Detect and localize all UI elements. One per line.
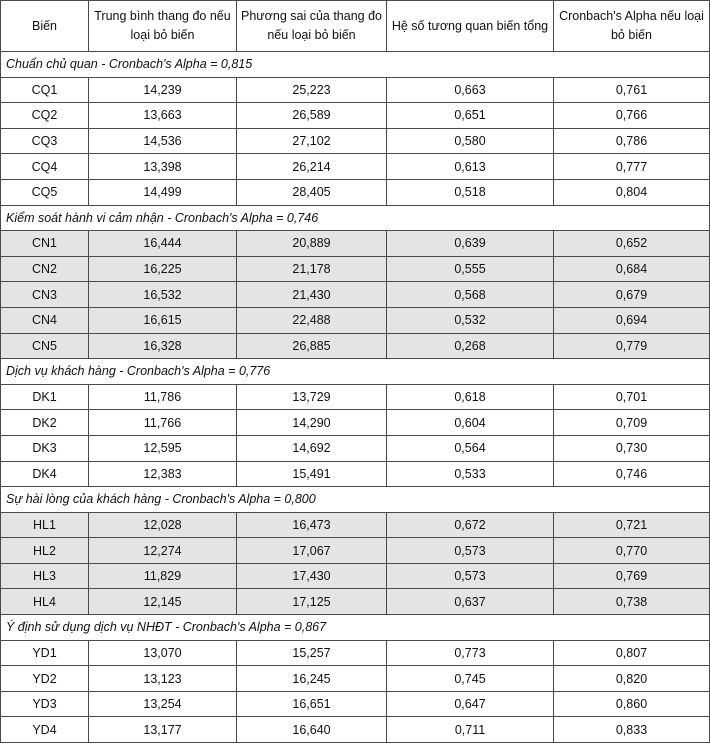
group-title: Ý định sử dụng dịch vụ NHĐT - Cronbach's Alpha = 0,867 (1, 615, 710, 641)
cell-alpha-if-deleted: 0,820 (554, 666, 710, 692)
cell-scale-variance: 16,245 (237, 666, 387, 692)
cell-variable: CQ3 (1, 128, 89, 154)
cell-scale-mean: 11,786 (89, 384, 237, 410)
table-body (1, 52, 710, 743)
cell-scale-variance: 17,067 (237, 538, 387, 564)
cell-alpha-if-deleted: 0,777 (554, 154, 710, 180)
cell-alpha-if-deleted: 0,761 (554, 77, 710, 103)
header-scale-mean: Trung bình thang đo nếu loại bỏ biến (89, 1, 237, 52)
cell-alpha-if-deleted: 0,786 (554, 128, 710, 154)
cell-scale-mean: 13,663 (89, 103, 237, 129)
header-item-total-correlation: Hệ số tương quan biến tổng (387, 1, 554, 52)
table-row (1, 640, 710, 666)
table-row (1, 461, 710, 487)
table-row (1, 333, 710, 359)
cell-item-total-correlation: 0,651 (387, 103, 554, 129)
cell-item-total-correlation: 0,573 (387, 563, 554, 589)
cell-variable: HL3 (1, 563, 89, 589)
cell-scale-variance: 15,491 (237, 461, 387, 487)
group-row (1, 359, 710, 385)
cell-scale-variance: 25,223 (237, 77, 387, 103)
group-row (1, 487, 710, 513)
table-row (1, 666, 710, 692)
group-row (1, 205, 710, 231)
cell-item-total-correlation: 0,555 (387, 256, 554, 282)
cell-variable: CN5 (1, 333, 89, 359)
table-row (1, 282, 710, 308)
group-title: Kiểm soát hành vi cảm nhận - Cronbach's Alpha = 0,746 (1, 205, 710, 231)
cell-scale-mean: 12,595 (89, 435, 237, 461)
cell-variable: HL4 (1, 589, 89, 615)
group-title: Dịch vụ khách hàng - Cronbach's Alpha = 0,776 (1, 359, 710, 385)
cell-scale-mean: 16,328 (89, 333, 237, 359)
cell-item-total-correlation: 0,745 (387, 666, 554, 692)
cell-variable: YD4 (1, 717, 89, 743)
cell-scale-variance: 22,488 (237, 307, 387, 333)
group-title: Sự hài lòng của khách hàng - Cronbach's Alpha = 0,800 (1, 487, 710, 513)
cell-variable: CQ1 (1, 77, 89, 103)
cell-item-total-correlation: 0,564 (387, 435, 554, 461)
cell-item-total-correlation: 0,773 (387, 640, 554, 666)
cell-scale-variance: 17,430 (237, 563, 387, 589)
table-row (1, 435, 710, 461)
cell-item-total-correlation: 0,618 (387, 384, 554, 410)
cell-alpha-if-deleted: 0,730 (554, 435, 710, 461)
cell-variable: YD2 (1, 666, 89, 692)
cell-item-total-correlation: 0,647 (387, 691, 554, 717)
cell-alpha-if-deleted: 0,746 (554, 461, 710, 487)
cell-item-total-correlation: 0,663 (387, 77, 554, 103)
cell-variable: CQ2 (1, 103, 89, 129)
table-row (1, 231, 710, 257)
cell-variable: CN1 (1, 231, 89, 257)
cell-item-total-correlation: 0,637 (387, 589, 554, 615)
cell-alpha-if-deleted: 0,833 (554, 717, 710, 743)
cell-scale-variance: 21,178 (237, 256, 387, 282)
cell-scale-variance: 17,125 (237, 589, 387, 615)
table-row (1, 563, 710, 589)
cell-variable: DK3 (1, 435, 89, 461)
cell-alpha-if-deleted: 0,804 (554, 179, 710, 205)
cell-variable: DK4 (1, 461, 89, 487)
cell-alpha-if-deleted: 0,769 (554, 563, 710, 589)
cell-alpha-if-deleted: 0,807 (554, 640, 710, 666)
cell-variable: CN3 (1, 282, 89, 308)
cell-scale-mean: 14,499 (89, 179, 237, 205)
cell-scale-mean: 14,239 (89, 77, 237, 103)
cell-alpha-if-deleted: 0,770 (554, 538, 710, 564)
cell-scale-variance: 26,885 (237, 333, 387, 359)
table-row (1, 717, 710, 743)
cell-scale-variance: 15,257 (237, 640, 387, 666)
cell-scale-variance: 28,405 (237, 179, 387, 205)
cell-scale-mean: 13,254 (89, 691, 237, 717)
cell-scale-variance: 14,692 (237, 435, 387, 461)
table-row (1, 307, 710, 333)
cell-variable: CN4 (1, 307, 89, 333)
cell-item-total-correlation: 0,533 (387, 461, 554, 487)
cell-scale-mean: 13,398 (89, 154, 237, 180)
header-variable: Biến (1, 1, 89, 52)
cell-item-total-correlation: 0,268 (387, 333, 554, 359)
cell-scale-mean: 16,444 (89, 231, 237, 257)
group-title: Chuẩn chủ quan - Cronbach's Alpha = 0,815 (1, 52, 710, 78)
cell-scale-mean: 13,123 (89, 666, 237, 692)
table-row (1, 538, 710, 564)
cell-scale-variance: 16,473 (237, 512, 387, 538)
cell-variable: HL1 (1, 512, 89, 538)
header-scale-variance: Phương sai của thang đo nếu loại bỏ biến (237, 1, 387, 52)
cell-variable: YD1 (1, 640, 89, 666)
cell-scale-mean: 13,070 (89, 640, 237, 666)
group-row (1, 615, 710, 641)
cell-scale-mean: 14,536 (89, 128, 237, 154)
cell-scale-variance: 16,640 (237, 717, 387, 743)
cell-item-total-correlation: 0,672 (387, 512, 554, 538)
table-row (1, 77, 710, 103)
cell-scale-mean: 12,145 (89, 589, 237, 615)
cell-variable: YD3 (1, 691, 89, 717)
cell-scale-mean: 13,177 (89, 717, 237, 743)
cell-item-total-correlation: 0,711 (387, 717, 554, 743)
cell-alpha-if-deleted: 0,779 (554, 333, 710, 359)
cell-scale-mean: 12,383 (89, 461, 237, 487)
cell-scale-mean: 16,225 (89, 256, 237, 282)
cell-alpha-if-deleted: 0,721 (554, 512, 710, 538)
table-row (1, 154, 710, 180)
cell-alpha-if-deleted: 0,709 (554, 410, 710, 436)
table-row (1, 512, 710, 538)
cell-alpha-if-deleted: 0,701 (554, 384, 710, 410)
table-row (1, 179, 710, 205)
table-row (1, 384, 710, 410)
cell-item-total-correlation: 0,639 (387, 231, 554, 257)
cell-scale-mean: 12,274 (89, 538, 237, 564)
cell-alpha-if-deleted: 0,694 (554, 307, 710, 333)
header-row (1, 1, 710, 52)
cell-scale-variance: 26,589 (237, 103, 387, 129)
cell-scale-variance: 16,651 (237, 691, 387, 717)
cell-item-total-correlation: 0,580 (387, 128, 554, 154)
cell-variable: DK1 (1, 384, 89, 410)
cell-alpha-if-deleted: 0,766 (554, 103, 710, 129)
table-row (1, 128, 710, 154)
cell-variable: CQ4 (1, 154, 89, 180)
cell-scale-variance: 26,214 (237, 154, 387, 180)
cell-variable: DK2 (1, 410, 89, 436)
cell-item-total-correlation: 0,604 (387, 410, 554, 436)
cell-alpha-if-deleted: 0,860 (554, 691, 710, 717)
cell-alpha-if-deleted: 0,738 (554, 589, 710, 615)
cell-scale-variance: 13,729 (237, 384, 387, 410)
cell-item-total-correlation: 0,568 (387, 282, 554, 308)
cell-item-total-correlation: 0,518 (387, 179, 554, 205)
table-header (1, 1, 710, 52)
cell-scale-mean: 16,532 (89, 282, 237, 308)
table-row (1, 691, 710, 717)
table-row (1, 589, 710, 615)
cell-variable: HL2 (1, 538, 89, 564)
cell-scale-variance: 20,889 (237, 231, 387, 257)
cell-alpha-if-deleted: 0,652 (554, 231, 710, 257)
cell-scale-mean: 11,829 (89, 563, 237, 589)
cell-scale-mean: 11,766 (89, 410, 237, 436)
table-row (1, 410, 710, 436)
table-row (1, 103, 710, 129)
cell-alpha-if-deleted: 0,679 (554, 282, 710, 308)
cell-variable: CN2 (1, 256, 89, 282)
header-alpha-if-deleted: Cronbach's Alpha nếu loại bỏ biến (554, 1, 710, 52)
cell-scale-mean: 12,028 (89, 512, 237, 538)
cell-scale-mean: 16,615 (89, 307, 237, 333)
cell-scale-variance: 21,430 (237, 282, 387, 308)
cell-item-total-correlation: 0,573 (387, 538, 554, 564)
cell-scale-variance: 14,290 (237, 410, 387, 436)
table-row (1, 256, 710, 282)
group-row (1, 52, 710, 78)
cell-alpha-if-deleted: 0,684 (554, 256, 710, 282)
cell-item-total-correlation: 0,613 (387, 154, 554, 180)
cell-scale-variance: 27,102 (237, 128, 387, 154)
cell-variable: CQ5 (1, 179, 89, 205)
cell-item-total-correlation: 0,532 (387, 307, 554, 333)
